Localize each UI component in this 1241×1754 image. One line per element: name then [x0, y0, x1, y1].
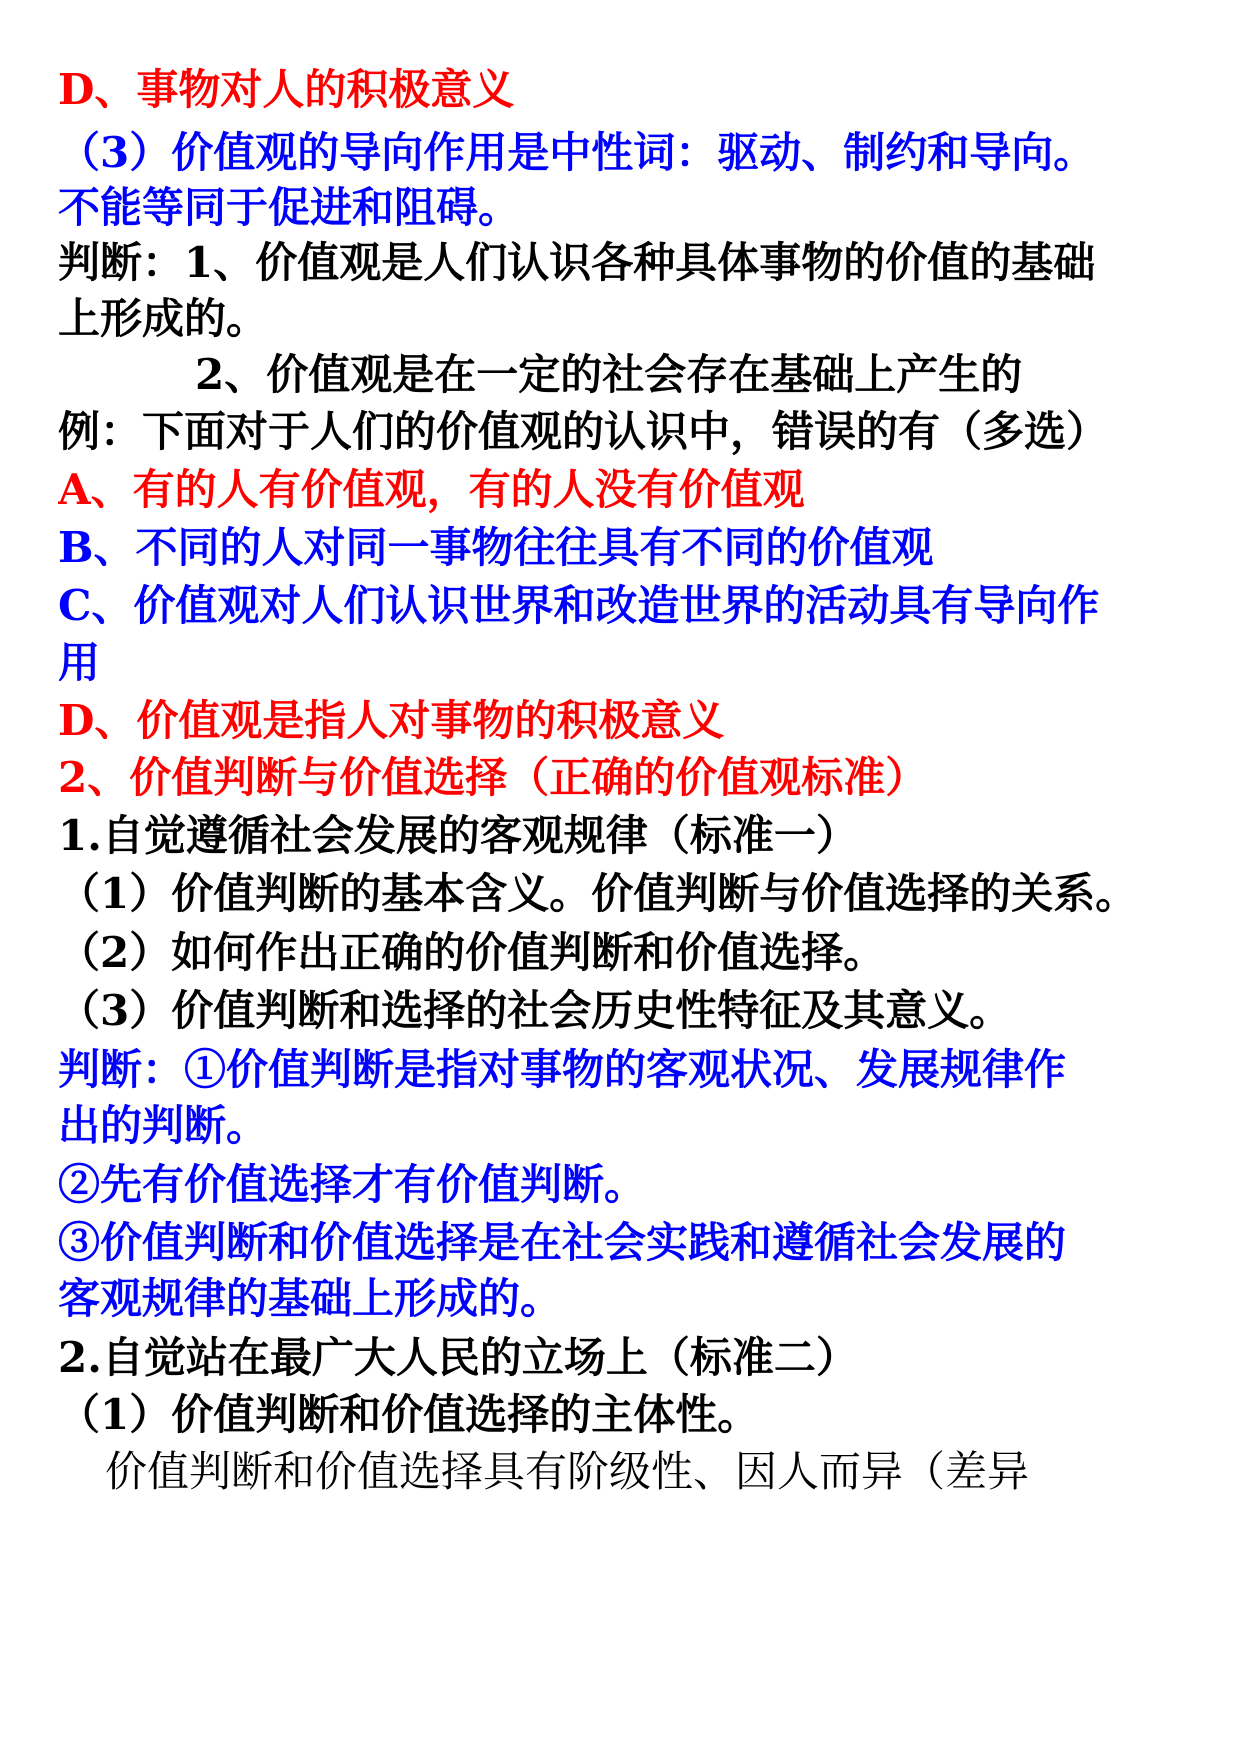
text-line-23: 2.自觉站在最广大人民的立场上（标准二）	[58, 1333, 858, 1382]
text-line-3: 不能等同于促进和阻碍。	[58, 183, 521, 232]
text-line-4: 判断：1、价值观是人们认识各种具体事物的价值的基础	[58, 238, 1096, 287]
text-line-8: A、有的人有价值观，有的人没有价值观	[58, 465, 805, 514]
text-line-7: 例：下面对于人们的价值观的认识中，错误的有（多选）	[58, 407, 1109, 456]
text-line-9: B、不同的人对同一事物往往具有不同的价值观	[58, 523, 934, 572]
text-line-6: 2、价值观是在一定的社会存在基础上产生的	[195, 350, 1023, 399]
text-line-17: （3）价值判断和选择的社会历史性特征及其意义。	[58, 986, 1012, 1035]
text-line-19: 出的判断。	[58, 1101, 269, 1150]
text-line-24: （1）价值判断和价值选择的主体性。	[58, 1390, 760, 1439]
text-line-5: 上形成的。	[58, 294, 269, 343]
text-line-15: （1）价值判断的基本含义。价值判断与价值选择的关系。	[58, 869, 1138, 918]
text-line-2: （3）价值观的导向作用是中性词：驱动、制约和导向。	[58, 128, 1096, 177]
text-line-21: ③价值判断和价值选择是在社会实践和遵循社会发展的	[58, 1218, 1067, 1267]
text-line-20: ②先有价值选择才有价值判断。	[58, 1160, 647, 1209]
text-line-12: D、价值观是指人对事物的积极意义	[58, 696, 725, 745]
text-line-25: 价值判断和价值选择具有阶级性、因人而异（差异	[105, 1447, 1030, 1496]
text-line-22: 客观规律的基础上形成的。	[58, 1274, 563, 1323]
text-line-13: 2、价值判断与价值选择（正确的价值观标准）	[58, 753, 928, 802]
text-line-18: 判断：①价值判断是指对事物的客观状况、发展规律作	[58, 1045, 1067, 1094]
text-line-11: 用	[58, 638, 101, 687]
text-line-10: C、价值观对人们认识世界和改造世界的活动具有导向作	[58, 581, 1100, 630]
text-line-16: （2）如何作出正确的价值判断和价值选择。	[58, 928, 886, 977]
text-line-14: 1.自觉遵循社会发展的客观规律（标准一）	[58, 811, 858, 860]
text-line-1: D、事物对人的积极意义	[58, 65, 515, 114]
